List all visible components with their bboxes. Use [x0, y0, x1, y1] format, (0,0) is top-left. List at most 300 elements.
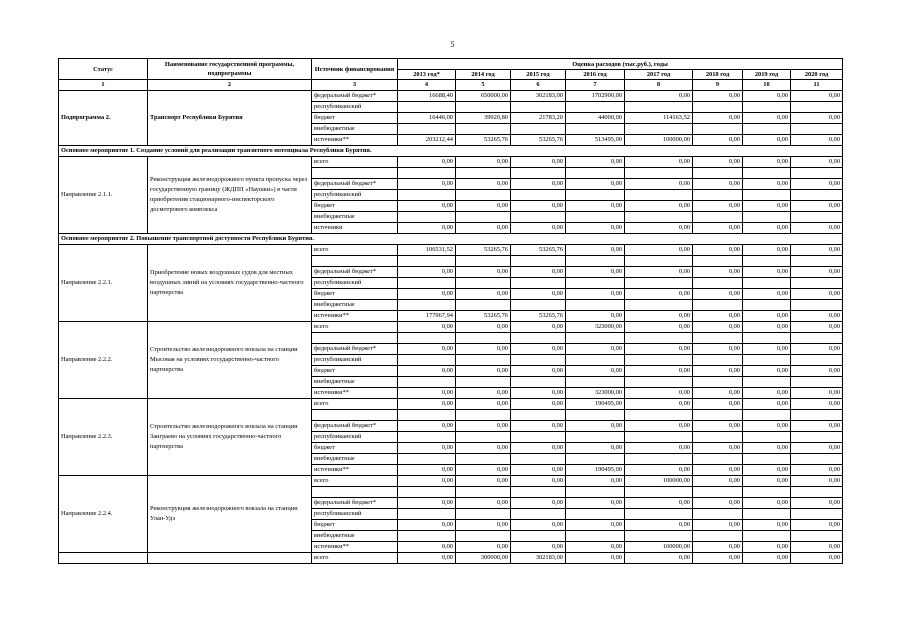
amount-cell: 0,00 — [398, 289, 456, 300]
amount-cell: 0,00 — [693, 344, 743, 355]
amount-cell — [791, 212, 843, 223]
amount-cell: 300000,00 — [456, 553, 511, 564]
amount-cell: 53265,76 — [511, 135, 566, 146]
funding-source — [312, 256, 398, 267]
amount-cell: 0,00 — [791, 157, 843, 168]
amount-cell: 0,00 — [625, 388, 693, 399]
amount-cell — [398, 168, 456, 179]
table-row — [59, 245, 843, 256]
amount-cell — [693, 124, 743, 135]
funding-source: всего — [312, 399, 398, 410]
amount-cell: 0,00 — [456, 399, 511, 410]
amount-cell — [743, 355, 791, 366]
table-body — [59, 91, 843, 564]
amount-cell: 0,00 — [693, 465, 743, 476]
amount-cell: 0,00 — [566, 366, 625, 377]
amount-cell: 0,00 — [625, 201, 693, 212]
amount-cell: 0,00 — [456, 267, 511, 278]
funding-source: федеральный бюджет* — [312, 179, 398, 190]
amount-cell — [566, 168, 625, 179]
amount-cell: 0,00 — [398, 465, 456, 476]
amount-cell: 0,00 — [398, 498, 456, 509]
row-name: Реконструкция железнодорожного вокзала на станции Улан-Удэ — [148, 476, 312, 553]
amount-cell: 0,00 — [625, 465, 693, 476]
amount-cell: 0,00 — [625, 344, 693, 355]
amount-cell: 0,00 — [511, 267, 566, 278]
amount-cell: 190495,00 — [566, 399, 625, 410]
row-name: Реконструкция железнодорожного пункта пропуска через государственную границу (ЖДПП «Наушки») в части приобретения стационарного-инспекторского досмотрового комплекса — [148, 157, 312, 234]
row-status: Подпрограмма 2. — [59, 91, 148, 146]
amount-cell — [791, 487, 843, 498]
funding-source: источники** — [312, 135, 398, 146]
amount-cell: 0,00 — [456, 179, 511, 190]
amount-cell — [693, 454, 743, 465]
amount-cell: 0,00 — [456, 322, 511, 333]
amount-cell: 0,00 — [566, 157, 625, 168]
amount-cell: 0,00 — [456, 542, 511, 553]
amount-cell — [693, 278, 743, 289]
funding-source: источники** — [312, 465, 398, 476]
funding-source: внебюджетные — [312, 212, 398, 223]
amount-cell — [791, 377, 843, 388]
amount-cell: 0,00 — [511, 157, 566, 168]
column-number: 1 — [59, 80, 148, 91]
amount-cell — [625, 355, 693, 366]
amount-cell — [456, 333, 511, 344]
amount-cell: 0,00 — [566, 520, 625, 531]
amount-cell: 0,00 — [693, 553, 743, 564]
funding-source: бюджет — [312, 201, 398, 212]
column-number: 8 — [625, 80, 693, 91]
column-number: 10 — [743, 80, 791, 91]
amount-cell — [693, 432, 743, 443]
amount-cell: 190495,00 — [566, 465, 625, 476]
amount-cell: 0,00 — [566, 421, 625, 432]
amount-cell — [566, 355, 625, 366]
amount-cell: 0,00 — [625, 399, 693, 410]
amount-cell: 0,00 — [566, 476, 625, 487]
amount-cell — [743, 333, 791, 344]
amount-cell — [625, 487, 693, 498]
funding-source: бюджет — [312, 289, 398, 300]
amount-cell — [791, 102, 843, 113]
amount-cell: 0,00 — [743, 465, 791, 476]
header-year: 2016 год — [566, 70, 625, 80]
amount-cell — [511, 454, 566, 465]
amount-cell: 0,00 — [511, 223, 566, 234]
amount-cell — [625, 432, 693, 443]
amount-cell — [625, 212, 693, 223]
amount-cell — [693, 410, 743, 421]
amount-cell: 0,00 — [566, 201, 625, 212]
funding-source: республиканский — [312, 102, 398, 113]
amount-cell: 0,00 — [566, 267, 625, 278]
amount-cell: 0,00 — [566, 311, 625, 322]
column-number-row — [59, 80, 843, 91]
amount-cell: 0,00 — [743, 498, 791, 509]
amount-cell — [625, 531, 693, 542]
amount-cell: 0,00 — [456, 443, 511, 454]
amount-cell — [566, 410, 625, 421]
amount-cell: 0,00 — [511, 388, 566, 399]
amount-cell: 0,00 — [791, 520, 843, 531]
amount-cell: 0,00 — [456, 223, 511, 234]
amount-cell: 0,00 — [693, 289, 743, 300]
amount-cell — [743, 102, 791, 113]
amount-cell — [456, 102, 511, 113]
amount-cell — [511, 256, 566, 267]
funding-source: бюджет — [312, 520, 398, 531]
amount-cell — [511, 168, 566, 179]
amount-cell: 0,00 — [791, 443, 843, 454]
budget-table — [58, 58, 843, 564]
amount-cell — [456, 124, 511, 135]
amount-cell — [625, 410, 693, 421]
amount-cell — [566, 333, 625, 344]
amount-cell: 0,00 — [693, 322, 743, 333]
amount-cell: 0,00 — [398, 267, 456, 278]
amount-cell: 0,00 — [693, 157, 743, 168]
amount-cell: 0,00 — [791, 113, 843, 124]
amount-cell: 513495,00 — [566, 135, 625, 146]
amount-cell — [693, 509, 743, 520]
amount-cell: 0,00 — [743, 289, 791, 300]
row-status: Направление 2.1.1. — [59, 157, 148, 234]
amount-cell: 0,00 — [625, 498, 693, 509]
amount-cell: 0,00 — [743, 179, 791, 190]
funding-source — [312, 487, 398, 498]
amount-cell: 0,00 — [693, 366, 743, 377]
funding-source: внебюджетные — [312, 300, 398, 311]
amount-cell: 0,00 — [566, 344, 625, 355]
funding-source: всего — [312, 157, 398, 168]
amount-cell: 21783,20 — [511, 113, 566, 124]
amount-cell — [456, 454, 511, 465]
amount-cell: 0,00 — [791, 553, 843, 564]
amount-cell — [625, 190, 693, 201]
funding-source: федеральный бюджет* — [312, 344, 398, 355]
amount-cell: 0,00 — [743, 542, 791, 553]
amount-cell: 0,00 — [791, 542, 843, 553]
amount-cell — [398, 454, 456, 465]
amount-cell — [693, 531, 743, 542]
amount-cell: 16688,40 — [398, 91, 456, 102]
amount-cell: 16446,00 — [398, 113, 456, 124]
amount-cell: 0,00 — [398, 520, 456, 531]
amount-cell — [743, 190, 791, 201]
amount-cell: 0,00 — [791, 465, 843, 476]
row-status — [59, 553, 148, 564]
amount-cell — [625, 454, 693, 465]
amount-cell — [511, 531, 566, 542]
amount-cell: 0,00 — [456, 201, 511, 212]
amount-cell: 114163,52 — [625, 113, 693, 124]
amount-cell: 0,00 — [511, 399, 566, 410]
amount-cell: 0,00 — [456, 157, 511, 168]
amount-cell — [743, 300, 791, 311]
amount-cell: 0,00 — [693, 399, 743, 410]
amount-cell: 0,00 — [791, 311, 843, 322]
amount-cell: 0,00 — [743, 443, 791, 454]
amount-cell — [398, 531, 456, 542]
amount-cell — [511, 333, 566, 344]
amount-cell — [743, 509, 791, 520]
amount-cell — [625, 256, 693, 267]
amount-cell: 0,00 — [456, 520, 511, 531]
funding-source: источники** — [312, 542, 398, 553]
amount-cell: 0,00 — [743, 388, 791, 399]
amount-cell: 0,00 — [566, 542, 625, 553]
amount-cell: 0,00 — [693, 91, 743, 102]
amount-cell — [398, 256, 456, 267]
amount-cell: 0,00 — [693, 542, 743, 553]
amount-cell — [743, 432, 791, 443]
row-name: Строительство железнодорожного вокзала на станции Мысовая на условиях государственно-частного партнерства — [148, 322, 312, 399]
amount-cell: 0,00 — [625, 91, 693, 102]
amount-cell: 0,00 — [743, 399, 791, 410]
amount-cell: 0,00 — [693, 476, 743, 487]
amount-cell: 100000,00 — [625, 476, 693, 487]
funding-source: внебюджетные — [312, 124, 398, 135]
amount-cell — [398, 509, 456, 520]
amount-cell: 0,00 — [743, 322, 791, 333]
amount-cell: 0,00 — [511, 498, 566, 509]
amount-cell — [693, 487, 743, 498]
amount-cell — [791, 190, 843, 201]
amount-cell: 0,00 — [625, 289, 693, 300]
amount-cell — [456, 410, 511, 421]
funding-source: источники** — [312, 388, 398, 399]
funding-source — [312, 410, 398, 421]
amount-cell: 0,00 — [693, 223, 743, 234]
amount-cell: 1702900,00 — [566, 91, 625, 102]
amount-cell: 0,00 — [511, 476, 566, 487]
header-name: Наименование государственной программы, подпрограммы — [148, 59, 312, 80]
amount-cell — [566, 124, 625, 135]
amount-cell — [511, 410, 566, 421]
amount-cell: 0,00 — [398, 542, 456, 553]
amount-cell: 0,00 — [693, 267, 743, 278]
amount-cell: 0,00 — [398, 553, 456, 564]
amount-cell — [693, 102, 743, 113]
amount-cell: 0,00 — [625, 267, 693, 278]
amount-cell — [511, 300, 566, 311]
funding-source: республиканский — [312, 509, 398, 520]
amount-cell — [791, 168, 843, 179]
amount-cell: 0,00 — [625, 421, 693, 432]
amount-cell: 0,00 — [693, 245, 743, 256]
amount-cell: 0,00 — [511, 201, 566, 212]
funding-source: республиканский — [312, 355, 398, 366]
amount-cell — [398, 432, 456, 443]
amount-cell — [743, 454, 791, 465]
amount-cell: 0,00 — [743, 135, 791, 146]
amount-cell — [398, 278, 456, 289]
amount-cell: 0,00 — [511, 366, 566, 377]
page-number: 5 — [450, 40, 455, 49]
amount-cell — [511, 509, 566, 520]
amount-cell: 0,00 — [693, 179, 743, 190]
amount-cell: 302183,00 — [511, 91, 566, 102]
amount-cell — [511, 487, 566, 498]
column-number: 9 — [693, 80, 743, 91]
amount-cell — [693, 190, 743, 201]
amount-cell — [398, 102, 456, 113]
amount-cell: 0,00 — [791, 498, 843, 509]
amount-cell: 0,00 — [693, 113, 743, 124]
amount-cell: 0,00 — [398, 157, 456, 168]
funding-source: источники — [312, 223, 398, 234]
amount-cell: 0,00 — [693, 443, 743, 454]
amount-cell: 0,00 — [625, 245, 693, 256]
row-status: Направление 2.2.4. — [59, 476, 148, 553]
amount-cell: 0,00 — [791, 289, 843, 300]
amount-cell: 0,00 — [456, 366, 511, 377]
amount-cell: 0,00 — [566, 245, 625, 256]
amount-cell: 323000,00 — [566, 322, 625, 333]
amount-cell: 0,00 — [743, 476, 791, 487]
amount-cell — [398, 410, 456, 421]
amount-cell — [743, 168, 791, 179]
amount-cell — [791, 333, 843, 344]
amount-cell — [743, 212, 791, 223]
header-year: 2019 год — [743, 70, 791, 80]
amount-cell: 0,00 — [398, 344, 456, 355]
amount-cell: 0,00 — [398, 421, 456, 432]
amount-cell: 0,00 — [456, 388, 511, 399]
amount-cell: 0,00 — [625, 366, 693, 377]
amount-cell — [566, 377, 625, 388]
amount-cell — [743, 124, 791, 135]
amount-cell: 0,00 — [693, 388, 743, 399]
amount-cell — [511, 124, 566, 135]
header-estimate: Оценка расходов (тыс.руб.), годы — [398, 59, 843, 70]
amount-cell: 0,00 — [625, 520, 693, 531]
amount-cell — [625, 102, 693, 113]
amount-cell: 0,00 — [791, 179, 843, 190]
funding-source: федеральный бюджет* — [312, 267, 398, 278]
amount-cell: 0,00 — [791, 267, 843, 278]
amount-cell — [743, 278, 791, 289]
amount-cell: 0,00 — [743, 245, 791, 256]
amount-cell: 0,00 — [511, 344, 566, 355]
amount-cell: 0,00 — [398, 366, 456, 377]
amount-cell: 0,00 — [398, 223, 456, 234]
amount-cell — [566, 531, 625, 542]
amount-cell — [456, 531, 511, 542]
row-status: Направление 2.2.2. — [59, 322, 148, 399]
main-event-title: Основное мероприятие 1. Создание условий для реализации транзитного потенциала Республики Бурятия. — [59, 146, 843, 157]
amount-cell: 0,00 — [625, 443, 693, 454]
amount-cell: 0,00 — [693, 201, 743, 212]
funding-source — [312, 168, 398, 179]
funding-source: республиканский — [312, 190, 398, 201]
amount-cell — [693, 377, 743, 388]
amount-cell — [693, 333, 743, 344]
amount-cell: 0,00 — [743, 344, 791, 355]
amount-cell — [625, 278, 693, 289]
funding-source: федеральный бюджет* — [312, 421, 398, 432]
amount-cell: 0,00 — [791, 201, 843, 212]
amount-cell: 0,00 — [566, 443, 625, 454]
amount-cell — [743, 377, 791, 388]
amount-cell: 203212,44 — [398, 135, 456, 146]
amount-cell: 0,00 — [625, 179, 693, 190]
amount-cell — [398, 333, 456, 344]
amount-cell — [693, 168, 743, 179]
row-status: Направление 2.2.3. — [59, 399, 148, 476]
funding-source: внебюджетные — [312, 531, 398, 542]
column-number: 11 — [791, 80, 843, 91]
amount-cell: 100000,00 — [625, 542, 693, 553]
amount-cell: 0,00 — [511, 542, 566, 553]
amount-cell: 0,00 — [456, 289, 511, 300]
amount-cell — [398, 190, 456, 201]
amount-cell: 0,00 — [743, 421, 791, 432]
amount-cell — [456, 355, 511, 366]
main-event-row — [59, 234, 843, 245]
amount-cell — [566, 212, 625, 223]
row-name — [148, 553, 312, 564]
amount-cell — [456, 487, 511, 498]
table-row — [59, 476, 843, 487]
amount-cell: 0,00 — [511, 465, 566, 476]
funding-source: всего — [312, 553, 398, 564]
amount-cell — [511, 212, 566, 223]
header-year: 2014 год — [456, 70, 511, 80]
amount-cell — [693, 212, 743, 223]
table-row — [59, 322, 843, 333]
amount-cell — [791, 410, 843, 421]
column-number: 7 — [566, 80, 625, 91]
amount-cell: 0,00 — [511, 421, 566, 432]
amount-cell: 323000,00 — [566, 388, 625, 399]
amount-cell: 0,00 — [456, 421, 511, 432]
row-name: Строительство железнодорожного вокзала на станции Заиграево на условиях государственно-частного партнерства — [148, 399, 312, 476]
amount-cell: 0,00 — [398, 179, 456, 190]
amount-cell: 0,00 — [398, 476, 456, 487]
amount-cell — [791, 454, 843, 465]
amount-cell: 39920,80 — [456, 113, 511, 124]
amount-cell — [511, 102, 566, 113]
funding-source: внебюджетные — [312, 454, 398, 465]
amount-cell: 0,00 — [743, 553, 791, 564]
amount-cell: 0,00 — [511, 443, 566, 454]
header-status: Статус — [59, 59, 148, 80]
amount-cell — [566, 454, 625, 465]
table-row — [59, 553, 843, 564]
amount-cell: 0,00 — [743, 157, 791, 168]
amount-cell — [511, 278, 566, 289]
amount-cell: 0,00 — [791, 245, 843, 256]
amount-cell — [791, 509, 843, 520]
amount-cell — [511, 432, 566, 443]
table-row — [59, 399, 843, 410]
column-number: 6 — [511, 80, 566, 91]
amount-cell — [456, 509, 511, 520]
amount-cell — [791, 531, 843, 542]
amount-cell: 0,00 — [398, 399, 456, 410]
amount-cell: 0,00 — [693, 520, 743, 531]
amount-cell — [625, 333, 693, 344]
amount-cell: 0,00 — [791, 135, 843, 146]
amount-cell — [398, 212, 456, 223]
amount-cell — [456, 278, 511, 289]
amount-cell — [625, 509, 693, 520]
amount-cell: 100000,00 — [625, 135, 693, 146]
amount-cell: 0,00 — [566, 179, 625, 190]
amount-cell — [456, 190, 511, 201]
